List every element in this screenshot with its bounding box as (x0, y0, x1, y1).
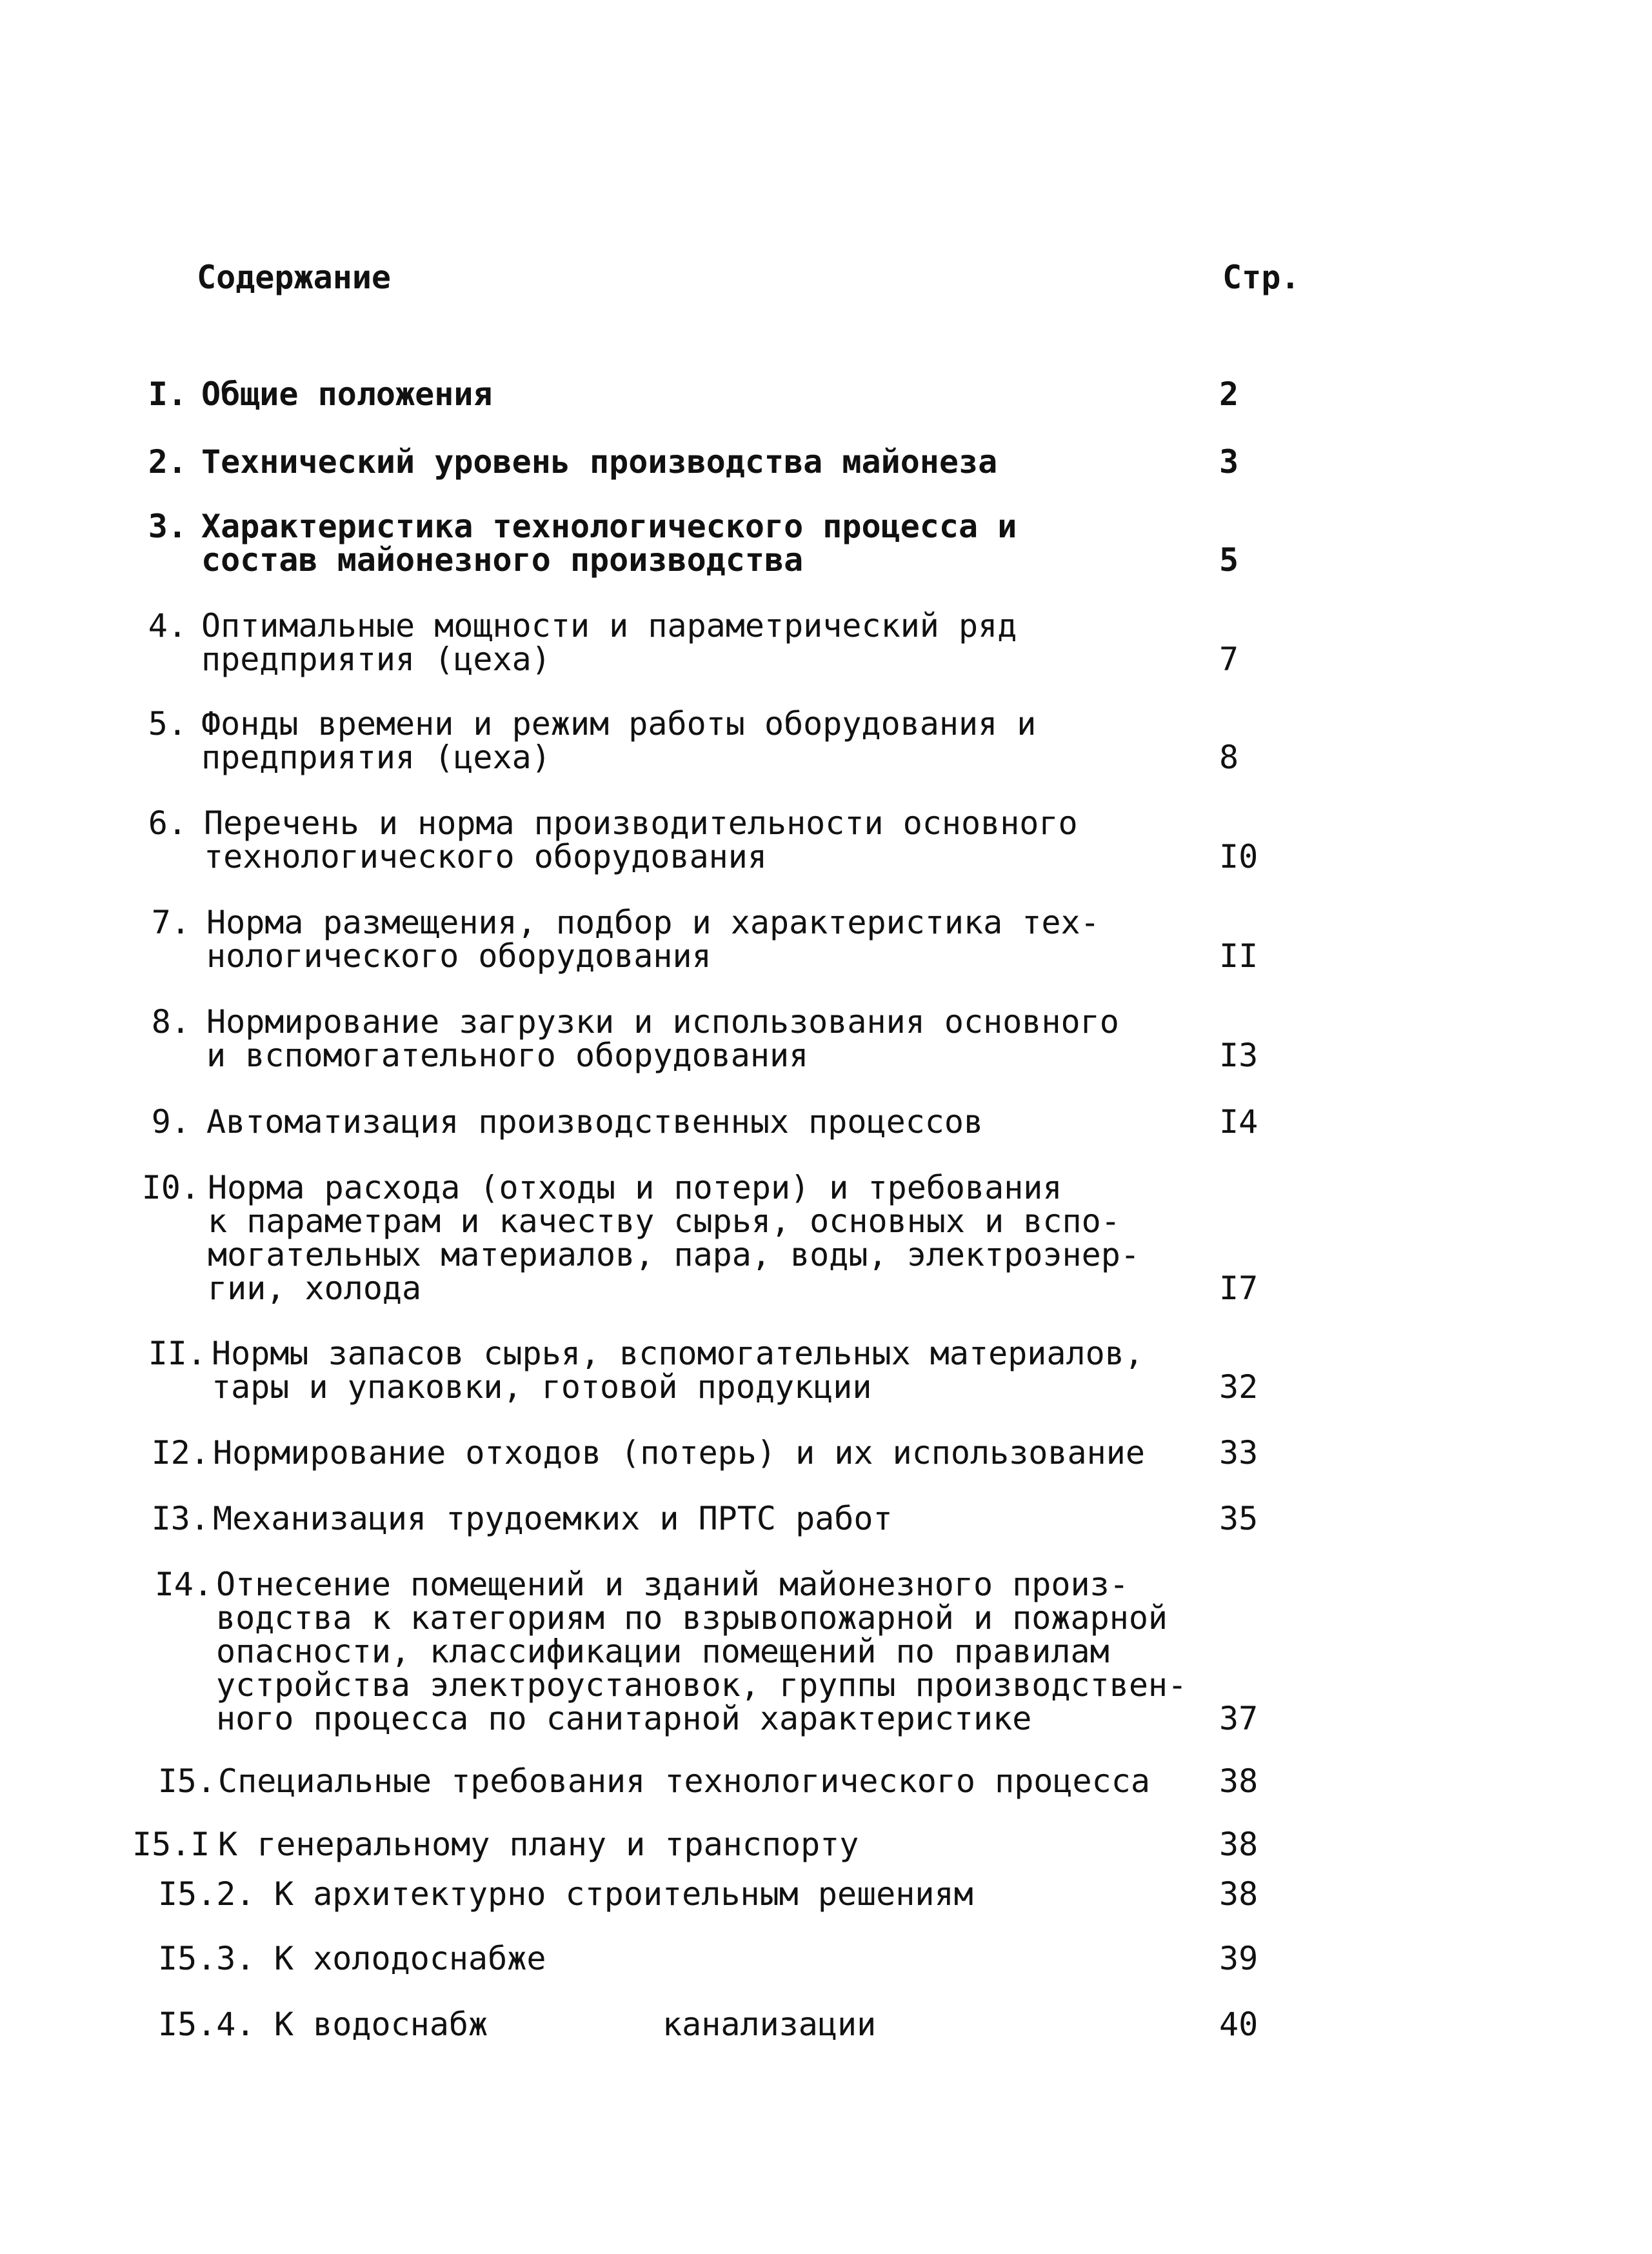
toc-entry (0, 1436, 1652, 1470)
toc-entry-page: I3 (1219, 1037, 1259, 1074)
toc-entry-title: Нормирование отходов (потерь) и их использование (213, 1434, 1145, 1471)
toc-entry-number: 2. (148, 443, 187, 481)
toc-entry-number: 8. (151, 1003, 190, 1041)
toc-entry (0, 1171, 1652, 1305)
toc-entry-page: 40 (1219, 2006, 1259, 2043)
toc-entry-title: Характеристика технологического процесса и состав майонезного производства (201, 508, 1017, 579)
toc-entry-page: 38 (1219, 1762, 1259, 1800)
toc-entry-page: 3 (1219, 443, 1239, 481)
toc-entry (0, 806, 1652, 873)
toc-entry (0, 1105, 1652, 1139)
toc-entry-number: I5.I (132, 1826, 210, 1863)
toc-entry-number: I3. (151, 1500, 210, 1537)
toc-entry (0, 1568, 1652, 1735)
toc-entry-number: I2. (151, 1434, 210, 1471)
toc-entry-number: I0. (141, 1169, 200, 1206)
toc-entry-page: I0 (1219, 838, 1259, 875)
toc-entry (0, 1005, 1652, 1072)
toc-entry-page: 35 (1219, 1500, 1259, 1537)
toc-entry-page: 32 (1219, 1368, 1259, 1406)
contents-heading: Содержание (197, 259, 392, 296)
toc-entry-title: Механизация трудоемких и ПРТС работ (213, 1500, 893, 1537)
toc-entry-page: 38 (1219, 1875, 1259, 1913)
toc-entry-number: 3. (148, 508, 187, 545)
toc-entry (0, 445, 1652, 479)
toc-entry-title: Перечень и норма производительности основного технологического оборудования (204, 804, 1078, 875)
toc-entry-number: 7. (151, 904, 190, 941)
toc-entry (0, 906, 1652, 973)
toc-entry (0, 377, 1652, 411)
toc-entry-title: К холодоснабже (274, 1940, 546, 1977)
toc-entry-page: 37 (1219, 1700, 1259, 1737)
toc-entry (0, 2008, 1652, 2041)
toc-entry (0, 1942, 1652, 1975)
toc-entry-number: I5.3. (158, 1940, 255, 1977)
toc-entry (0, 609, 1652, 676)
toc-entry-title: Автоматизация производственных процессов (206, 1103, 984, 1141)
toc-entry-title: Общие положения (201, 375, 493, 413)
toc-entry-number: I4. (154, 1566, 213, 1603)
toc-entry-number: I5.4. (158, 2006, 255, 2043)
toc-entry-page: 5 (1219, 541, 1239, 579)
page-column-heading: Стр. (1222, 259, 1300, 296)
toc-entry-title: Нормы запасов сырья, вспомогательных материалов, тары и упаковки, готовой продукции (212, 1335, 1144, 1406)
toc-entry-number: II. (148, 1335, 206, 1372)
toc-entry-title: К генеральному плану и транспорту (218, 1826, 859, 1863)
toc-entry-page: I4 (1219, 1103, 1259, 1141)
toc-entry (0, 1502, 1652, 1535)
toc-entry-page: II (1219, 937, 1259, 975)
toc-entry-page: I7 (1219, 1270, 1259, 1307)
toc-entry-title: К водоснабж канализации (274, 2006, 877, 2043)
toc-entry (0, 1764, 1652, 1798)
toc-entry (0, 707, 1652, 774)
toc-entry-number: 4. (148, 607, 187, 644)
toc-entry-title: К архитектурно строительным решениям (274, 1875, 973, 1913)
toc-entry-title: Специальные требования технологического процесса (218, 1762, 1150, 1800)
toc-entry-number: I5.2. (158, 1875, 255, 1913)
toc-entry-number: I. (148, 375, 187, 413)
toc-entry (0, 1828, 1652, 1861)
toc-entry-page: 38 (1219, 1826, 1259, 1863)
toc-entry-title: Норма расхода (отходы и потери) и требования к параметрам и качеству сырья, основных и вспо- могательных материалов, пара, воды, электроэнер- гии, холода (208, 1169, 1140, 1307)
toc-entry-page: 2 (1219, 375, 1239, 413)
toc-entry-number: 5. (148, 705, 187, 743)
toc-entry-title: Технический уровень производства майонеза (201, 443, 998, 481)
toc-entry-title: Отнесение помещений и зданий майонезного произ- водства к категориям по взрывопожарной и пожарной опасности, классификации помещений по правилам устройства электроустановок, группы производствен- ного процесса по санитарной характеристике (216, 1566, 1188, 1737)
toc-entry-page: 7 (1219, 641, 1239, 678)
toc-entry (0, 510, 1652, 577)
toc-entry-number: I5. (157, 1762, 216, 1800)
toc-entry-title: Нормирование загрузки и использования основного и вспомогательного оборудования (206, 1003, 1119, 1074)
toc-entry-title: Норма размещения, подбор и характеристика тех- нологического оборудования (206, 904, 1100, 975)
toc-entry (0, 1877, 1652, 1911)
toc-entry-number: 9. (151, 1103, 190, 1141)
toc-entry (0, 1337, 1652, 1404)
toc-entry-title: Оптимальные мощности и параметрический ряд предприятия (цеха) (201, 607, 1017, 678)
toc-entry-title: Фонды времени и режим работы оборудования и предприятия (цеха) (201, 705, 1037, 776)
toc-entry-number: 6. (148, 804, 187, 842)
toc-entry-page: 8 (1219, 739, 1239, 776)
toc-entry-page: 39 (1219, 1940, 1259, 1977)
toc-entry-page: 33 (1219, 1434, 1259, 1471)
